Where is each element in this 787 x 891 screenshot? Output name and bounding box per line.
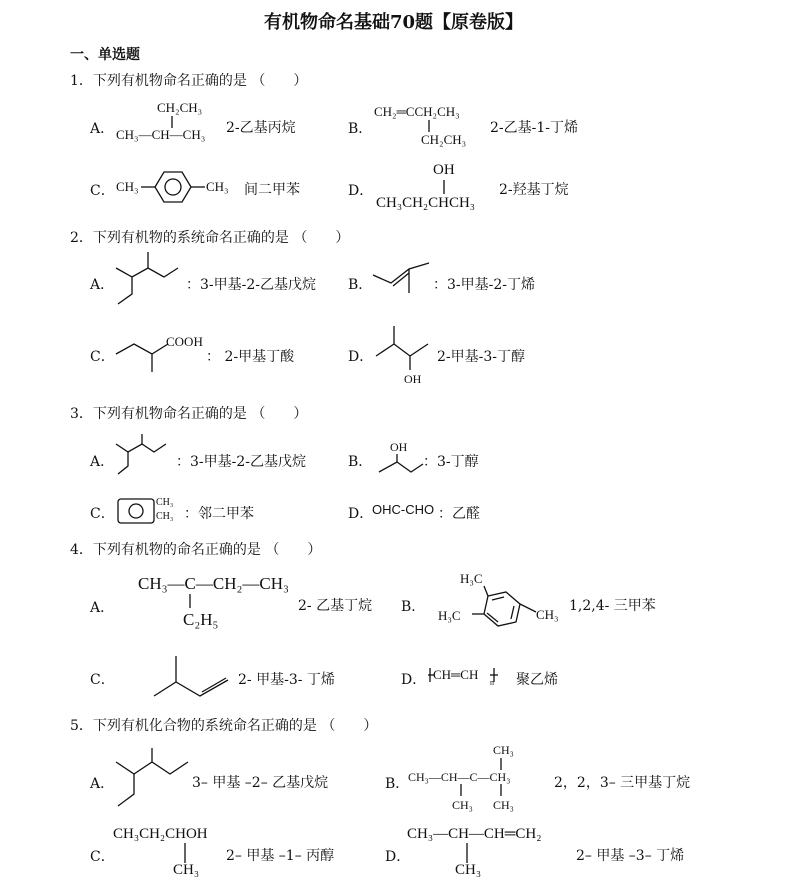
q1c-benzene-ring	[141, 170, 211, 204]
q4c-name: 2- 甲基-3- 丁烯	[238, 672, 335, 688]
q2-option-a-label: A．	[90, 277, 115, 293]
q2a-name: ：3-甲基-2-乙基戊烷	[186, 277, 317, 293]
q1c-name: 间二甲苯	[244, 182, 300, 198]
q1d-formula-main: CH₃CH₂CHCH₃	[376, 195, 476, 211]
q5b-methyl-bottom-right: CH₃	[493, 798, 514, 812]
q5a-name: 3– 甲基 –2– 乙基戊烷	[192, 775, 329, 791]
q3b-oh: OH	[390, 440, 408, 454]
q5b-methyl-top: CH₃	[493, 743, 514, 757]
question-2-stem: 2．下列有机物的系统命名正确的是 （ ）	[70, 230, 350, 246]
q1d-oh: OH	[433, 162, 455, 178]
q5-option-b-label: B．	[385, 776, 410, 792]
q3a-skeletal-structure	[114, 432, 168, 480]
q1a-formula-top: CH₂CH₃	[157, 100, 203, 115]
q5b-formula-main: CH₃—CH—C—CH₃	[408, 770, 511, 784]
q3-option-b-label: B．	[348, 454, 373, 470]
q2-option-d-label: D．	[348, 349, 374, 365]
q5-option-c-label: C．	[90, 849, 115, 865]
q4b-benzene-ring	[470, 584, 540, 634]
q1-option-b-label: B．	[348, 121, 373, 137]
q4a-bond	[189, 594, 191, 608]
q4b-methyl-left: H₃C	[438, 608, 461, 623]
q1d-bond	[443, 180, 445, 194]
q4c-skeletal-structure	[152, 654, 232, 698]
q1-option-c-label: C．	[90, 183, 115, 199]
q5c-formula-main: CH₃CH₂CHOH	[113, 826, 208, 842]
q5c-bond	[184, 843, 186, 863]
q2-option-c-label: C．	[90, 349, 115, 365]
q2c-skeletal-structure	[114, 338, 170, 376]
q1a-name: 2-乙基丙烷	[226, 120, 296, 136]
q3d-formula: OHC-CHO	[372, 502, 435, 517]
q3d-name: ：乙醛	[438, 506, 480, 522]
q4-option-a-label: A．	[90, 600, 115, 616]
q4b-methyl-right: CH₃	[536, 607, 559, 622]
q3c-name: ：邻二甲苯	[184, 506, 254, 522]
q4d-name: 聚乙烯	[516, 672, 558, 688]
q3b-skeletal-structure	[377, 452, 425, 476]
q5b-bonds-bottom	[460, 784, 504, 798]
question-4-stem: 4．下列有机物的命名正确的是 （ ）	[70, 542, 322, 558]
q1b-formula-top: CH₂═CCH₂CH₃	[374, 104, 460, 119]
q2d-skeletal-structure	[374, 322, 436, 372]
q5d-bond	[466, 843, 468, 863]
q5d-formula-bottom: CH₃	[455, 862, 482, 878]
q3-option-c-label: C．	[90, 506, 115, 522]
q3c-methyl-top: CH₃	[156, 497, 174, 508]
q1-option-d-label: D．	[348, 183, 374, 199]
q5-option-d-label: D．	[385, 849, 411, 865]
q1d-name: 2-羟基丁烷	[499, 182, 569, 198]
question-1-stem: 1．下列有机物命名正确的是 （ ）	[70, 73, 308, 89]
q2a-skeletal-structure	[114, 250, 184, 308]
q3a-name: ：3-甲基-2-乙基戊烷	[176, 454, 307, 470]
q2-option-b-label: B．	[348, 277, 373, 293]
q2c-cooh: COOH	[166, 334, 203, 349]
q4-option-b-label: B．	[401, 599, 426, 615]
q2b-name: ：3-甲基-2-丁烯	[433, 277, 536, 293]
q3-option-a-label: A．	[90, 454, 115, 470]
q3c-benzene-ring	[116, 497, 158, 525]
q3c-methyl-bottom: CH₃	[156, 511, 174, 522]
q4b-methyl-top: H₃C	[460, 571, 483, 586]
q5-option-a-label: A．	[90, 776, 115, 792]
document-title: 有机物命名基础70题【原卷版】	[263, 12, 524, 33]
q5b-bond-top	[500, 758, 502, 770]
question-5-stem: 5．下列有机化合物的系统命名正确的是 （ ）	[70, 718, 378, 734]
q5b-name: 2，2，3– 三甲基丁烷	[554, 775, 691, 791]
q2b-skeletal-structure	[371, 257, 435, 297]
q4-option-c-label: C．	[90, 672, 115, 688]
q3b-name: ：3-丁醇	[423, 454, 479, 470]
q5d-name: 2– 甲基 –3– 丁烯	[576, 848, 685, 864]
q5c-name: 2– 甲基 –1– 丙醇	[226, 848, 335, 864]
q2c-name: ： 2-甲基丁酸	[206, 349, 295, 365]
q4d-formula: CH═CH	[433, 667, 479, 682]
q1a-formula-main: CH₃—CH—CH₃	[116, 127, 206, 142]
q3-option-d-label: D．	[348, 506, 374, 522]
q1c-methyl-left: CH₃	[116, 179, 139, 194]
q1b-name: 2-乙基-1-丁烯	[490, 120, 579, 136]
q4a-formula-main: CH₃—C—CH₂—CH₃	[138, 574, 289, 593]
q4-option-d-label: D．	[401, 672, 427, 688]
section-heading: 一、单选题	[70, 47, 140, 63]
q5a-skeletal-structure	[114, 746, 190, 810]
q2d-name: 2-甲基-3-丁醇	[437, 349, 526, 365]
q1b-formula-bottom: CH₂CH₃	[421, 132, 467, 147]
q1-option-a-label: A．	[90, 121, 115, 137]
q2d-oh: OH	[404, 372, 422, 386]
q4d-subscript: n	[490, 678, 494, 687]
q4a-name: 2- 乙基丁烷	[298, 598, 373, 614]
q1c-methyl-right: CH₃	[206, 179, 229, 194]
q4a-formula-bottom: C₂H₅	[183, 610, 219, 629]
q4b-name: 1,2,4- 三甲苯	[569, 598, 656, 614]
q1b-bond	[428, 120, 430, 132]
q5b-methyl-bottom-left: CH₃	[452, 798, 473, 812]
q5c-formula-bottom: CH₃	[173, 862, 200, 878]
question-3-stem: 3．下列有机物命名正确的是 （ ）	[70, 406, 308, 422]
q5d-formula-main: CH₃—CH—CH═CH₂	[407, 826, 542, 842]
